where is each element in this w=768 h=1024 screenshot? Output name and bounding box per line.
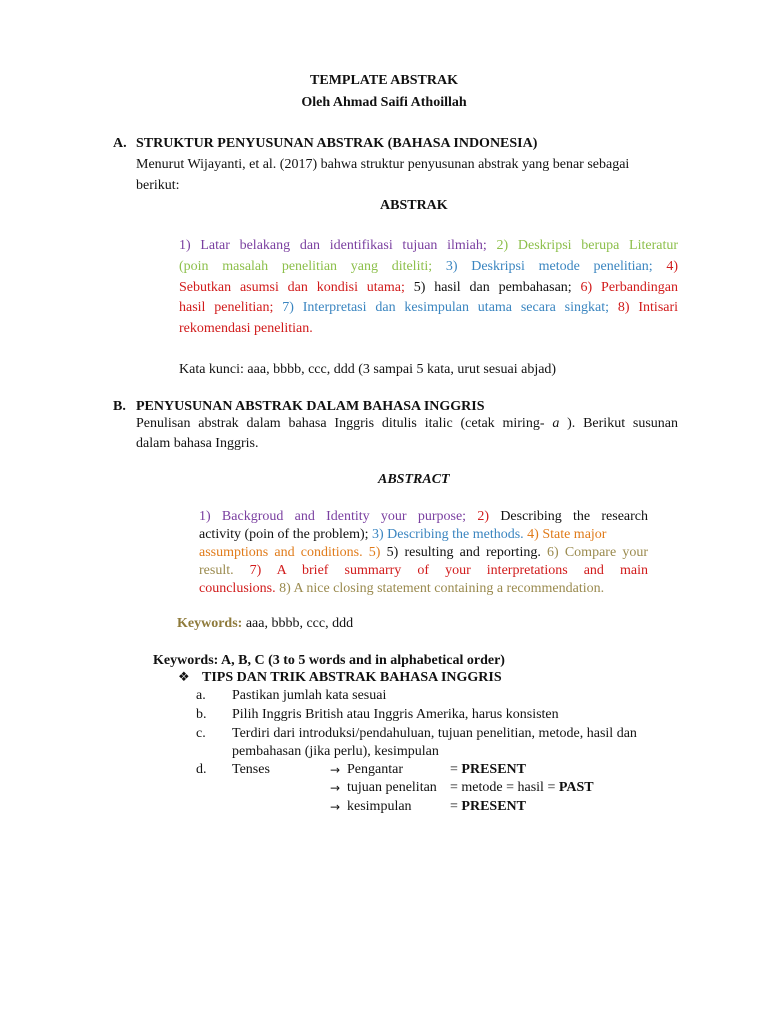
section-b-intro-line2: dalam bahasa Inggris.: [136, 436, 259, 451]
abstract-step-7b: counclusions.: [199, 581, 276, 596]
abstrak-step-7: 7) Interpretasi dan kesimpulan utama secara singkat;: [282, 300, 610, 315]
abstract-line-4: [199, 562, 648, 580]
tips-item-a-text: Pastikan jumlah kata sesuai: [232, 688, 387, 703]
abstract-step-2-num: 2): [477, 509, 490, 524]
section-b-intro-end: ). Berikut susunan: [567, 416, 679, 431]
abstrak-step-2b: (poin masalah penelitian yang diteliti;: [179, 259, 433, 274]
tense-eq-text: = metode = hasil =: [450, 780, 559, 795]
tips-item-c-letter: c.: [196, 726, 206, 741]
abstract-line-1: [199, 508, 648, 526]
abstract-step-5: 5) resulting and reporting.: [386, 545, 541, 560]
abstract-step-7a: 7) A brief summarry of your interpretations and main: [249, 563, 648, 578]
tips-heading: TIPS DAN TRIK ABSTRAK BAHASA INGGRIS: [202, 670, 502, 685]
abstract-step-2a: Describing the research: [500, 509, 649, 524]
abstract-step-8: 8) A nice closing statement containing a recommendation.: [279, 581, 605, 596]
section-b-abstract-title: ABSTRACT: [378, 472, 450, 487]
tense-label-pengantar: Pengantar: [347, 762, 403, 777]
tense-eq-text: =: [450, 799, 462, 814]
arrow-right-icon: →: [330, 781, 341, 795]
abstrak-step-6a: 6) Perbandingan: [580, 280, 679, 295]
tense-value-present: PRESENT: [461, 762, 526, 777]
section-b-intro-text: Penulisan abstrak dalam bahasa Inggris ditulis italic (cetak miring-: [136, 416, 545, 431]
abstrak-step-5: 5) hasil dan pembahasan;: [413, 280, 572, 295]
abstract-step-1: 1) Backgroud and Identity your purpose;: [199, 509, 467, 524]
tense-value-past: PAST: [558, 780, 594, 795]
abstrak-step-4a: 4): [666, 259, 679, 274]
tips-item-d-text: Tenses: [232, 762, 270, 777]
abstract-step-2b: activity (poin of the problem);: [199, 527, 369, 542]
tips-item-b-text: Pilih Inggris British atau Inggris Amerika, harus konsisten: [232, 707, 559, 722]
abstrak-step-6b: hasil penelitian;: [179, 300, 274, 315]
abstract-step-3: 3) Describing the methods.: [372, 527, 524, 542]
tense-eq-tujuan: [450, 779, 594, 797]
tips-item-a-letter: a.: [196, 688, 206, 703]
abstrak-step-8b: rekomendasi penelitian.: [179, 321, 313, 336]
abstrak-step-4b: Sebutkan asumsi dan kondisi utama;: [179, 280, 405, 295]
abstract-line-3: [199, 544, 648, 562]
section-b-heading: PENYUSUNAN ABSTRAK DALAM BAHASA INGGRIS: [136, 399, 485, 414]
abstract-keywords: [177, 615, 353, 633]
tips-item-c-text-2: pembahasan (jika perlu), kesimpulan: [232, 744, 439, 759]
tense-label-tujuan: tujuan penelitan: [347, 780, 437, 795]
abstrak-step-2a: 2) Deskripsi berupa Literatur: [496, 238, 678, 253]
tips-item-b-letter: b.: [196, 707, 207, 722]
arrow-right-icon: →: [330, 763, 341, 777]
abstrak-line-1: [179, 237, 678, 255]
section-a-heading: STRUKTUR PENYUSUNAN ABSTRAK (BAHASA INDONESIA): [136, 136, 538, 151]
section-b-intro-line1: [136, 415, 678, 433]
abstrak-line-3: [179, 279, 678, 297]
tips-item-c-text: Terdiri dari introduksi/pendahuluan, tujuan penelitian, metode, hasil dan: [232, 726, 637, 741]
section-a-intro-line2: berikut:: [136, 178, 180, 193]
abstract-step-4a: 4) State major: [527, 527, 607, 542]
abstract-keywords-label: Keywords:: [177, 616, 243, 631]
arrow-right-icon: →: [330, 800, 341, 814]
tense-eq-kesimpulan: [450, 798, 526, 816]
abstract-keywords-value: aaa, bbbb, ccc, ddd: [245, 616, 354, 631]
tense-eq-pengantar: [450, 761, 526, 779]
tips-item-d-letter: d.: [196, 762, 207, 777]
section-b-letter: B.: [113, 399, 126, 414]
abstract-line-2: [199, 526, 606, 544]
abstract-step-6a: 6) Compare your: [547, 545, 648, 560]
abstract-step-4b: assumptions and conditions.: [199, 545, 363, 560]
tense-label-kesimpulan: kesimpulan: [347, 799, 412, 814]
section-a-letter: A.: [113, 136, 127, 151]
section-b-intro-italic: a: [552, 416, 560, 431]
abstrak-step-8a: 8) Intisari: [617, 300, 679, 315]
abstrak-line-4: [179, 299, 678, 317]
abstrak-line-2: [179, 258, 678, 276]
document-author: Oleh Ahmad Saifi Athoillah: [301, 95, 467, 110]
abstrak-keywords: Kata kunci: aaa, bbbb, ccc, ddd (3 sampai 5 kata, urut sesuai abjad): [179, 362, 557, 377]
section-a-abstract-title: ABSTRAK: [380, 198, 448, 213]
tense-eq-text: =: [450, 762, 462, 777]
document-title: TEMPLATE ABSTRAK: [310, 73, 458, 88]
abstract-step-5-num: 5): [368, 545, 381, 560]
section-a-intro-line1: Menurut Wijayanti, et al. (2017) bahwa struktur penyusunan abstrak yang benar sebagai: [136, 157, 630, 172]
abstract-line-5: [199, 580, 604, 598]
abstract-step-6b: result.: [199, 563, 234, 578]
keywords-rule: Keywords: A, B, C (3 to 5 words and in alphabetical order): [153, 653, 505, 668]
diamond-bullet-icon: ❖: [178, 670, 190, 685]
abstrak-step-3: 3) Deskripsi metode penelitian;: [445, 259, 653, 274]
tense-value-present: PRESENT: [461, 799, 526, 814]
abstrak-step-1: 1) Latar belakang dan identifikasi tujuan ilmiah;: [179, 238, 487, 253]
